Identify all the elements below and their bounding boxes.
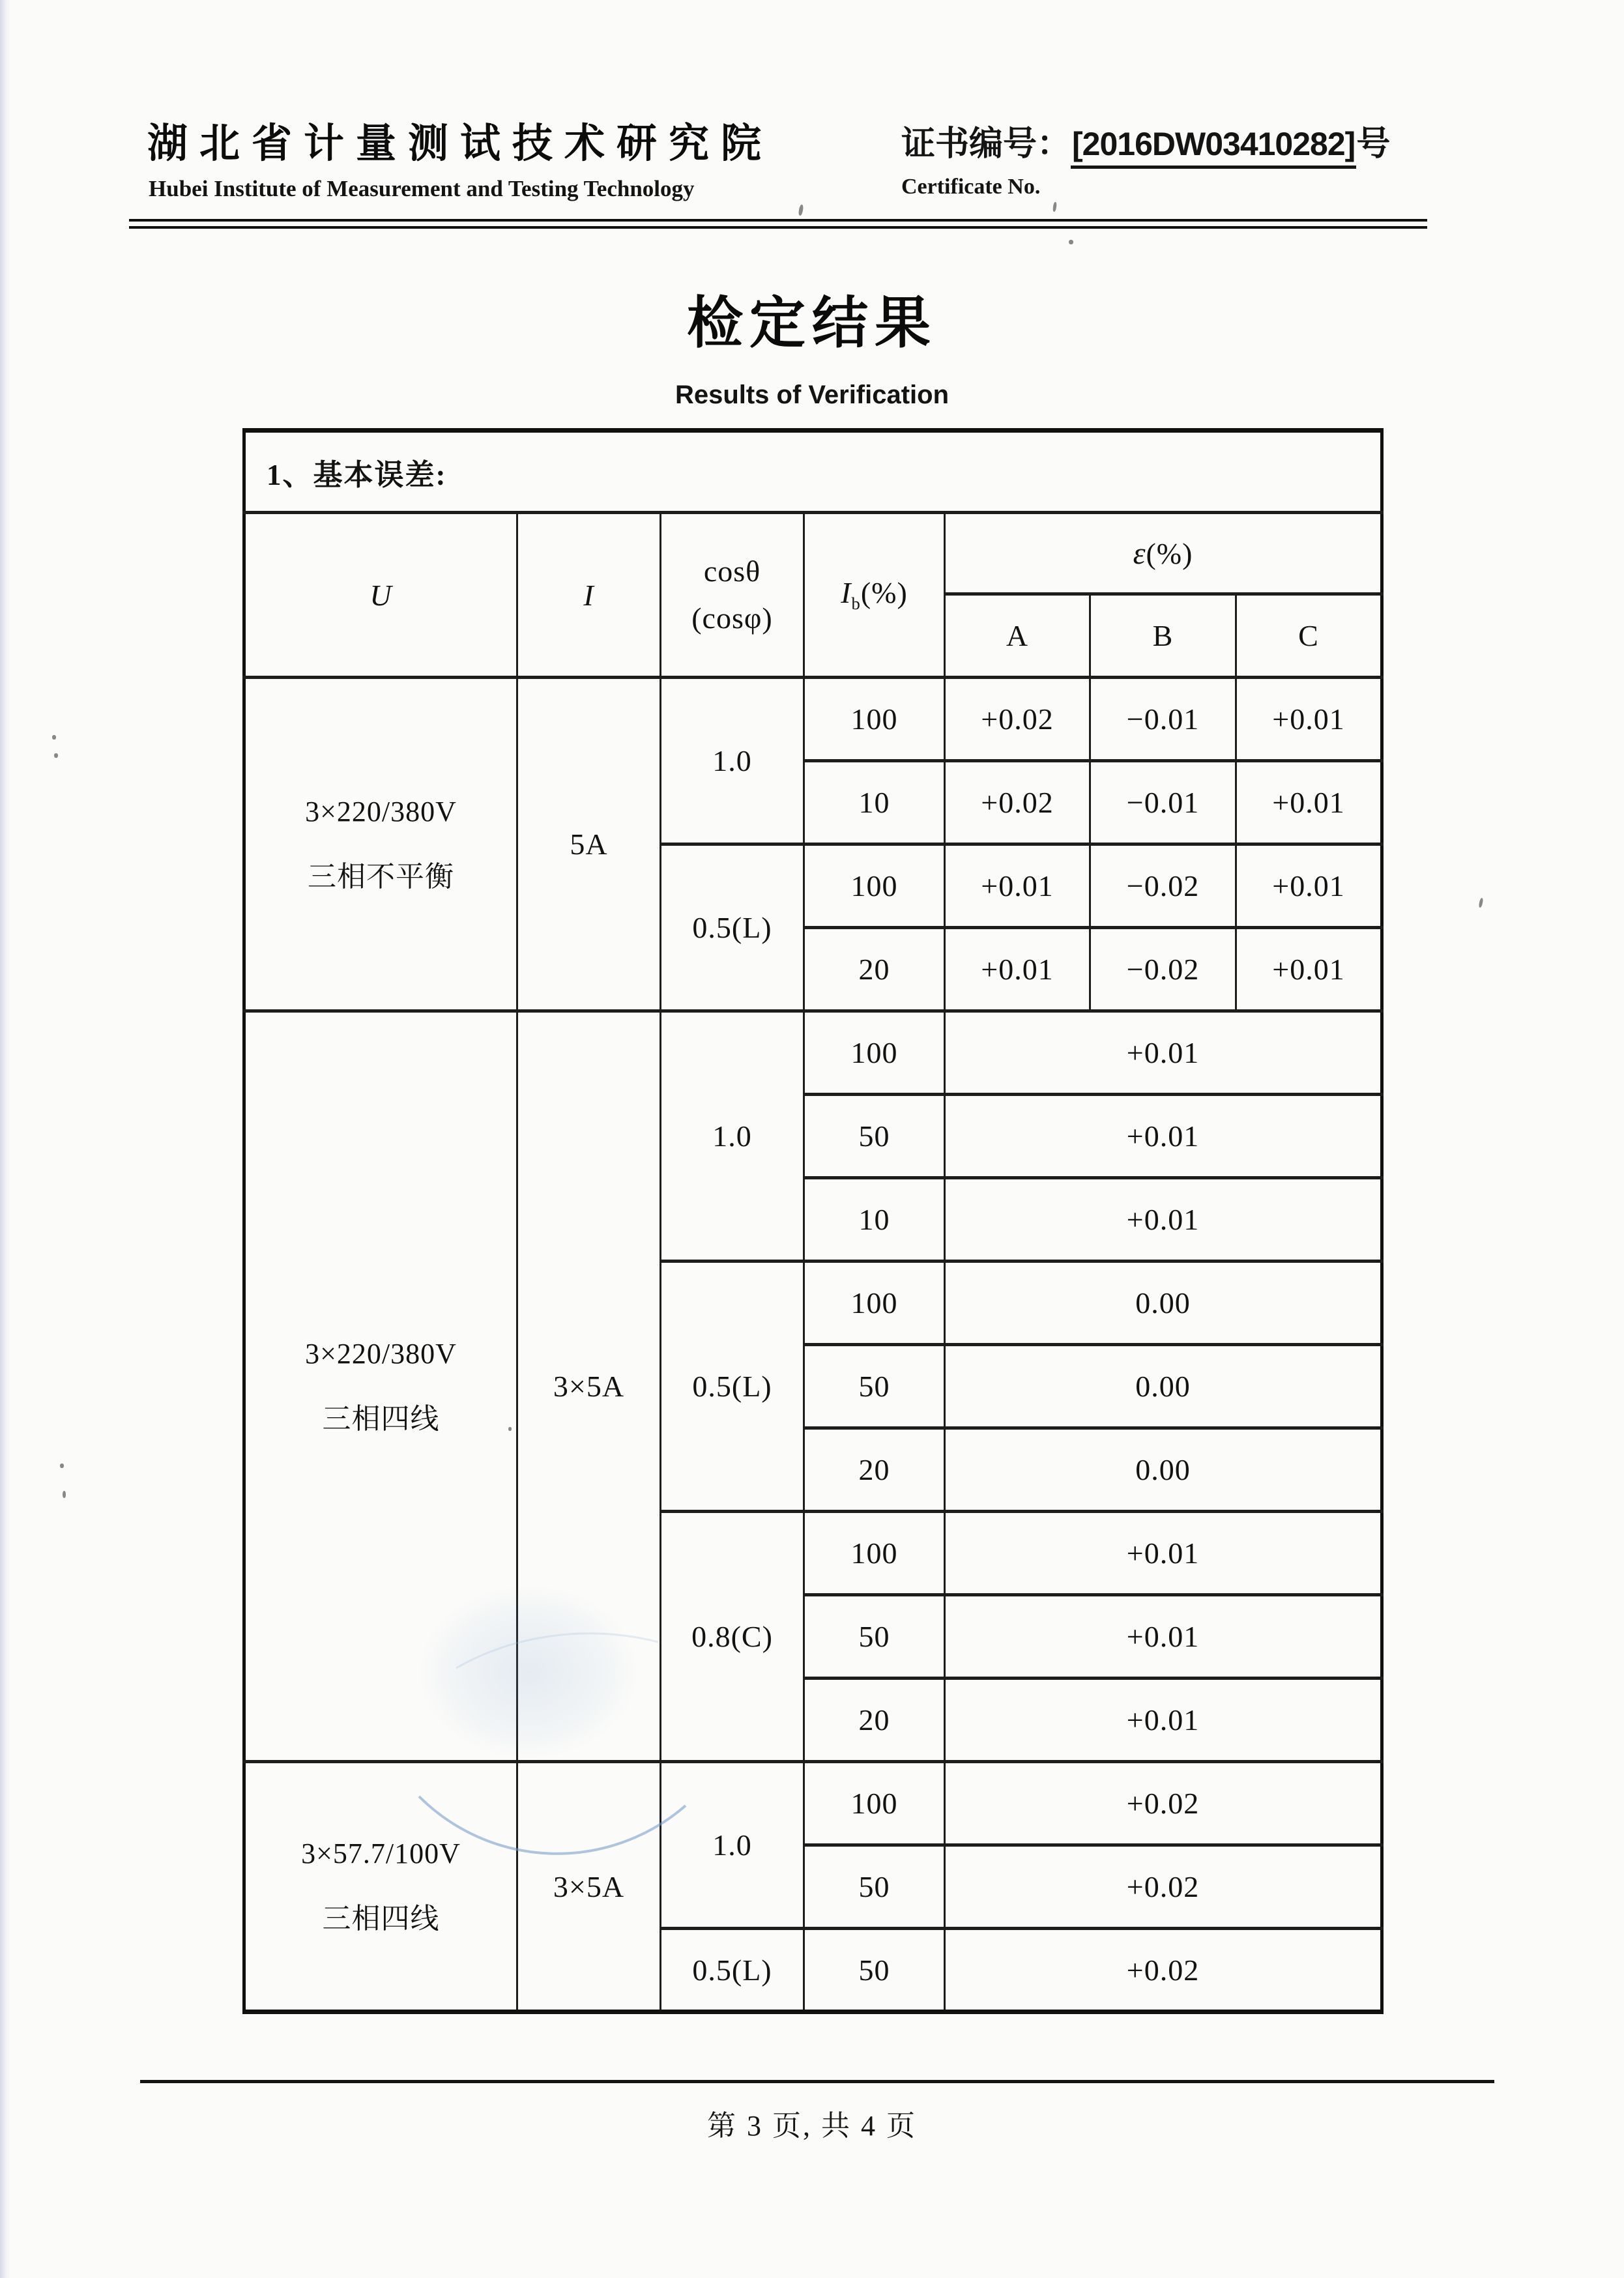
- cell-i: 3×5A: [517, 1011, 661, 1762]
- page-subtitle: Results of Verification: [674, 381, 950, 409]
- u-wiring: 三相不平衡: [308, 860, 454, 893]
- cell-eps-b: −0.02: [1090, 928, 1236, 1011]
- letterhead-rule-top: [129, 219, 1427, 222]
- institute-name-en: Hubei Institute of Measurement and Testing Technology: [149, 176, 695, 201]
- col-header-cos: [661, 513, 804, 678]
- scan-speck: [52, 735, 56, 740]
- cell-i: 3×5A: [517, 1762, 661, 2012]
- cell-eps-c: +0.01: [1236, 678, 1382, 761]
- col-header-u: U: [244, 513, 517, 678]
- epsilon-unit: (%): [1146, 536, 1193, 570]
- cell-ib: 50: [804, 1595, 945, 1679]
- cos-phi-label: (cosφ): [691, 601, 773, 635]
- cell-cos: 0.8(C): [661, 1512, 804, 1762]
- cell-eps-a: +0.02: [945, 678, 1090, 761]
- institute-name-cn: 湖北省计量测试技术研究院: [147, 121, 774, 166]
- ib-unit: (%): [860, 576, 908, 610]
- cell-cos: 0.5(L): [661, 1262, 804, 1512]
- cell-u: [244, 678, 517, 1011]
- scan-speck: [54, 753, 58, 758]
- letterhead-rule-bottom: [129, 226, 1427, 229]
- certificate-no-line: [901, 116, 1390, 165]
- cell-cos: 0.5(L): [661, 844, 804, 1011]
- cell-eps-a: +0.01: [945, 844, 1090, 928]
- ib-subscript: b: [851, 594, 861, 614]
- cell-ib: 10: [804, 1178, 945, 1262]
- cell-eps-b: −0.01: [1090, 761, 1236, 844]
- cell-eps-abc: 0.00: [945, 1262, 1382, 1345]
- cell-eps-abc: +0.01: [945, 1512, 1382, 1595]
- cell-eps-abc: +0.01: [945, 1011, 1382, 1095]
- cell-ib: 100: [804, 1011, 945, 1095]
- u-wiring: 三相四线: [322, 1402, 440, 1435]
- cell-ib: 50: [804, 1345, 945, 1428]
- cell-ib: 20: [804, 1679, 945, 1762]
- cell-eps-b: −0.02: [1090, 844, 1236, 928]
- cell-i: 5A: [517, 678, 661, 1011]
- page-number: 第 3 页, 共 4 页: [707, 2110, 917, 2142]
- certificate-no-suffix: 号: [1356, 126, 1391, 163]
- cell-eps-abc: +0.02: [945, 1845, 1382, 1929]
- scan-speck: [508, 1427, 512, 1431]
- cell-ib: 50: [804, 1095, 945, 1178]
- footer-rule: [140, 2080, 1494, 2083]
- epsilon-symbol: ε: [1133, 536, 1146, 571]
- cell-ib: 100: [804, 844, 945, 928]
- scan-speck: [60, 1463, 64, 1468]
- certificate-no-label-cn: 证书编号：: [901, 126, 1071, 163]
- cell-ib: 100: [804, 1762, 945, 1845]
- table-row: [244, 1011, 1382, 1095]
- cell-u: [244, 1762, 517, 2012]
- u-voltage: 3×220/380V: [305, 795, 457, 828]
- cell-eps-abc: +0.02: [945, 1929, 1382, 2012]
- cell-ib: 20: [804, 928, 945, 1011]
- col-header-phase-c: C: [1236, 594, 1382, 678]
- cell-cos: 0.5(L): [661, 1929, 804, 2012]
- cell-cos: 1.0: [661, 678, 804, 844]
- pen-smudge: [388, 1561, 669, 1783]
- cell-eps-abc: +0.01: [945, 1595, 1382, 1679]
- cell-eps-abc: 0.00: [945, 1428, 1382, 1512]
- scan-speck: [798, 205, 804, 216]
- cell-ib: 10: [804, 761, 945, 844]
- section-title: 1、基本误差:: [244, 431, 1382, 513]
- cell-eps-abc: +0.01: [945, 1095, 1382, 1178]
- cell-eps-c: +0.01: [1236, 761, 1382, 844]
- cell-ib: 20: [804, 1428, 945, 1512]
- cell-cos: 1.0: [661, 1762, 804, 1929]
- col-header-i: I: [517, 513, 661, 678]
- cell-ib: 100: [804, 678, 945, 761]
- u-voltage: 3×220/380V: [305, 1337, 457, 1370]
- cell-eps-c: +0.01: [1236, 928, 1382, 1011]
- scan-speck: [63, 1491, 66, 1498]
- table-row: [244, 513, 1382, 594]
- col-header-phase-b: B: [1090, 594, 1236, 678]
- certificate-no-value: [2016DW03410282]: [1071, 126, 1356, 169]
- cell-eps-abc: +0.01: [945, 1679, 1382, 1762]
- cell-ib: 100: [804, 1262, 945, 1345]
- cell-eps-abc: 0.00: [945, 1345, 1382, 1428]
- col-header-epsilon: [945, 513, 1382, 594]
- scan-speck: [1478, 898, 1483, 908]
- col-header-phase-a: A: [945, 594, 1090, 678]
- col-header-ib: [804, 513, 945, 678]
- page-title: 检定结果: [687, 292, 937, 354]
- cell-eps-a: +0.02: [945, 761, 1090, 844]
- cell-eps-b: −0.01: [1090, 678, 1236, 761]
- u-wiring: 三相四线: [322, 1903, 440, 1935]
- table-row: [244, 678, 1382, 761]
- cell-eps-a: +0.01: [945, 928, 1090, 1011]
- ib-symbol: I: [841, 576, 852, 610]
- cos-theta-label: cosθ: [703, 554, 761, 588]
- cell-ib: 100: [804, 1512, 945, 1595]
- cell-ib: 50: [804, 1845, 945, 1929]
- cell-ib: 50: [804, 1929, 945, 2012]
- u-voltage: 3×57.7/100V: [301, 1838, 461, 1869]
- cell-cos: 1.0: [661, 1011, 804, 1262]
- scan-speck: [1052, 202, 1057, 212]
- cell-eps-abc: +0.01: [945, 1178, 1382, 1262]
- scan-speck: [1069, 240, 1073, 244]
- certificate-no-label-en: Certificate No.: [901, 175, 1041, 199]
- cell-eps-abc: +0.02: [945, 1762, 1382, 1845]
- table-row: [244, 431, 1382, 513]
- cell-eps-c: +0.01: [1236, 844, 1382, 928]
